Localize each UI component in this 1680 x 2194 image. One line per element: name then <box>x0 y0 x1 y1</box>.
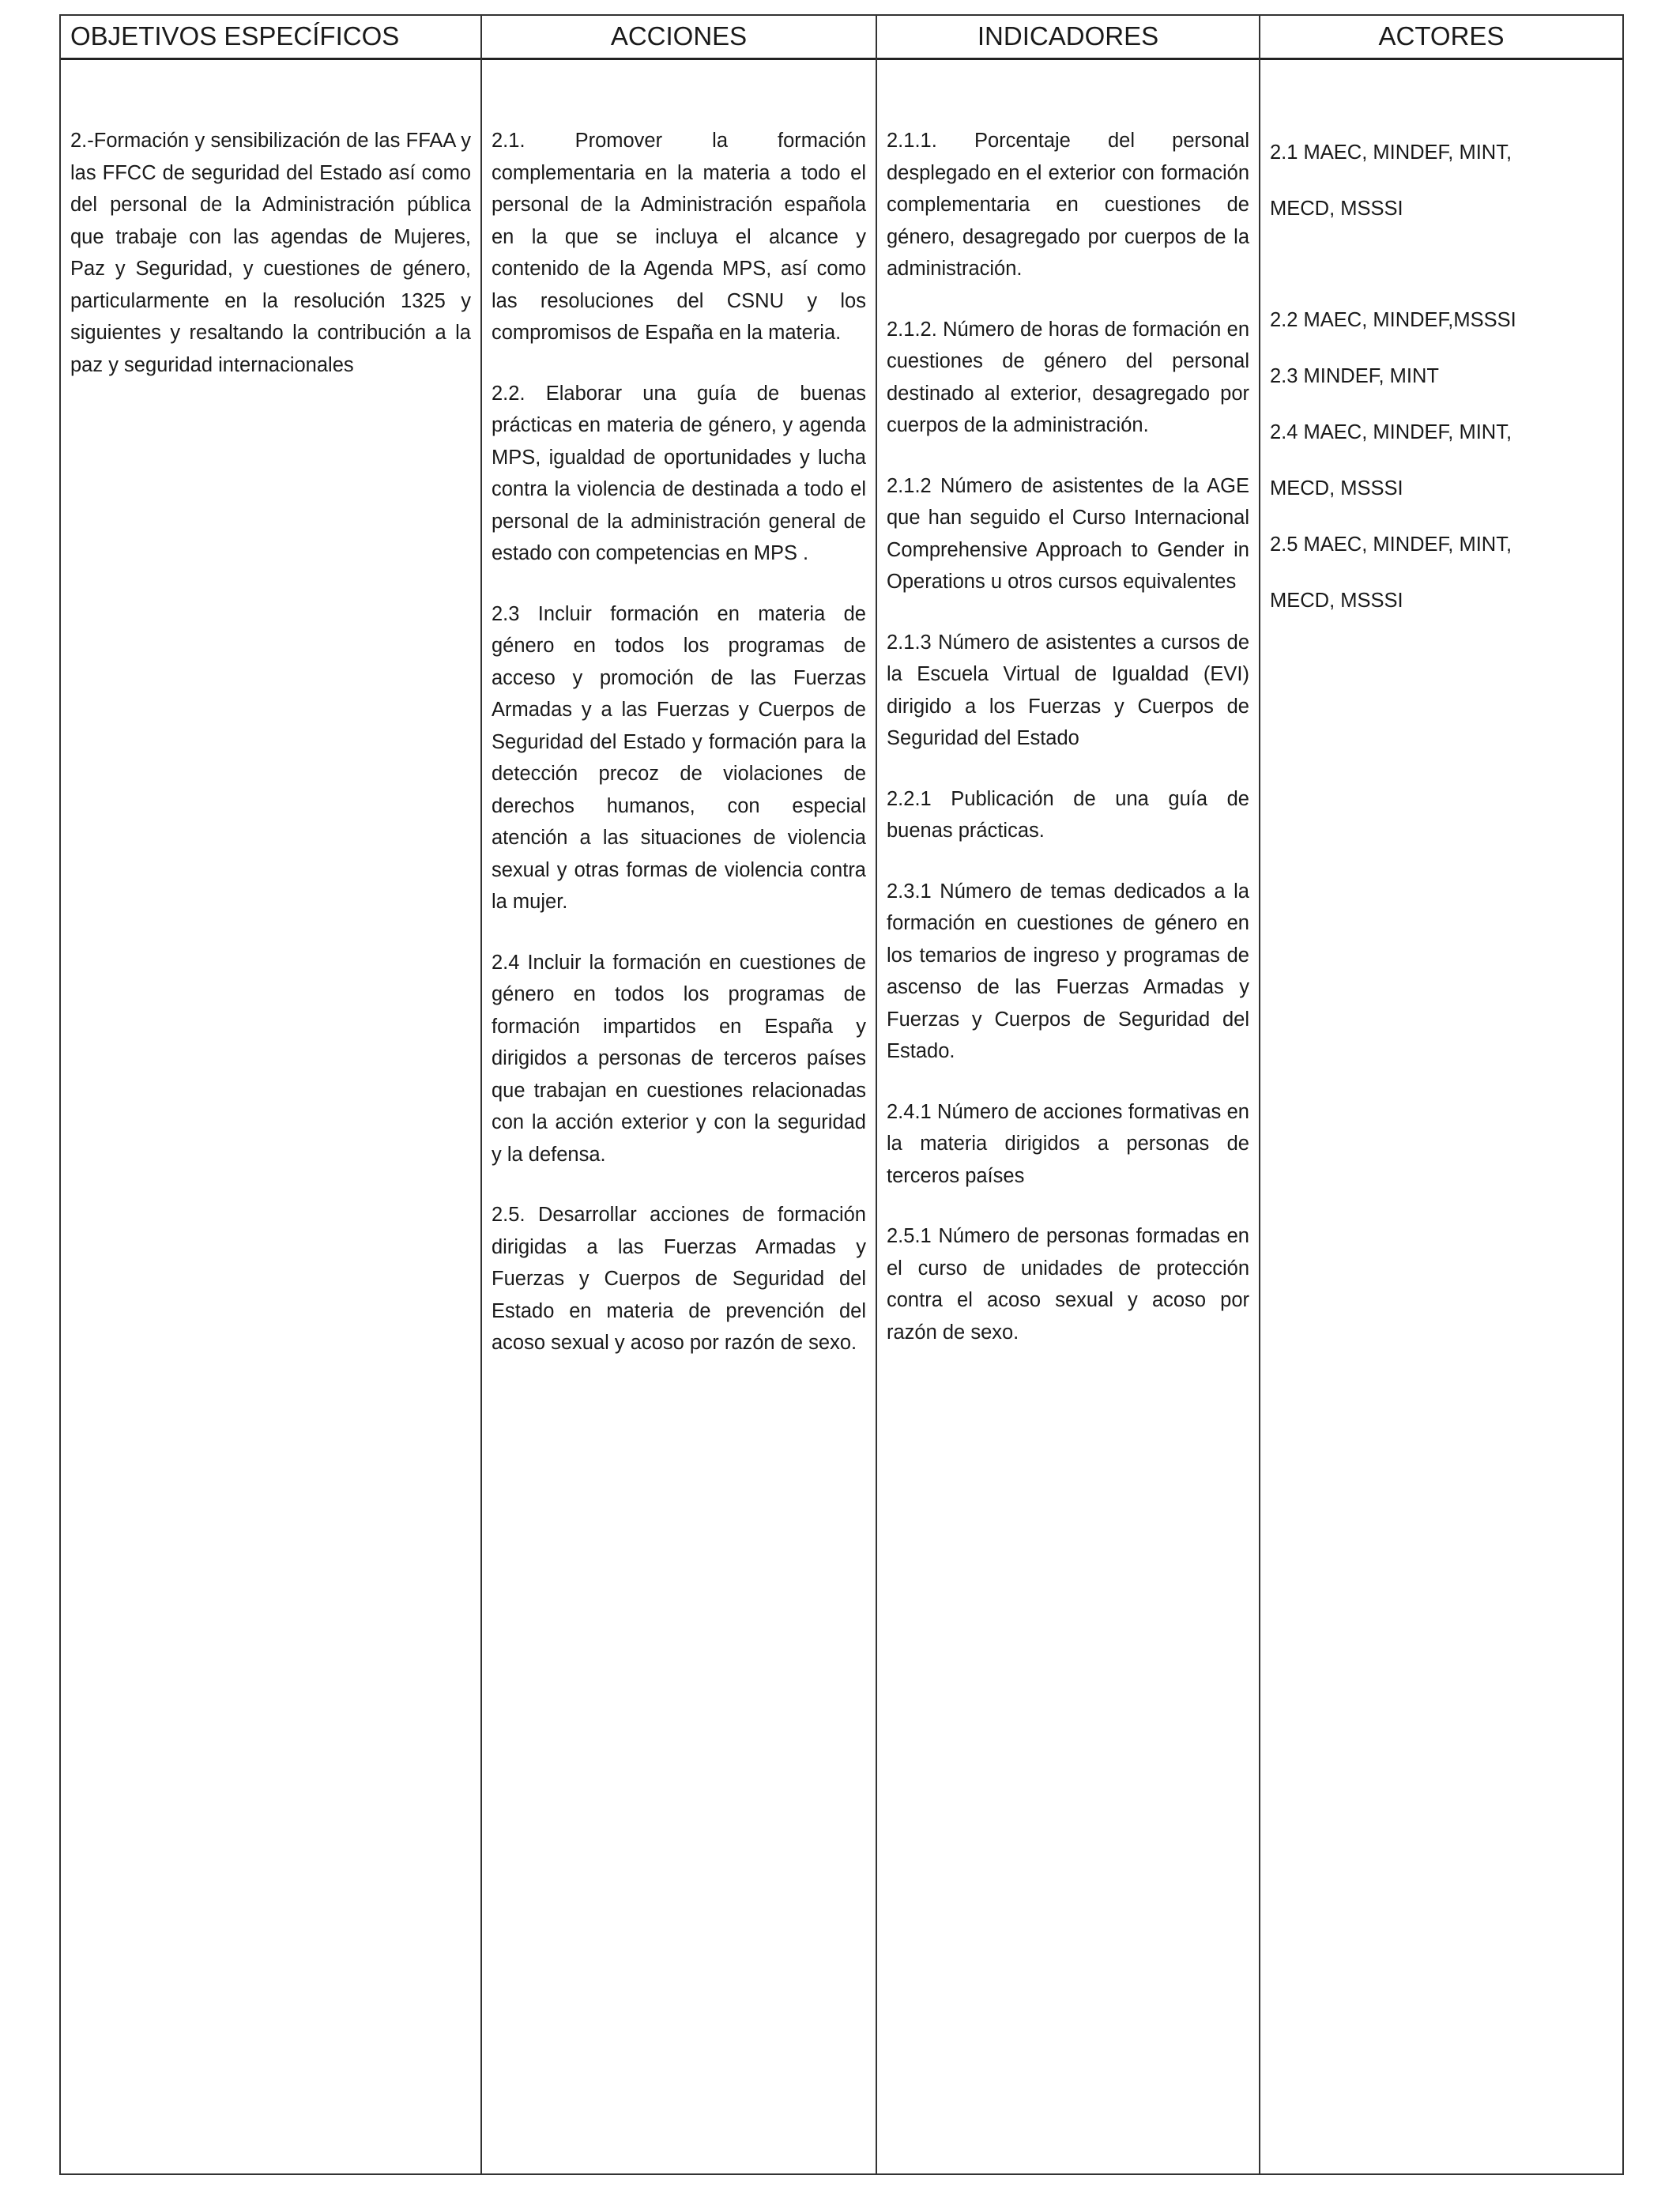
indicador-2-4-1: 2.4.1 Número de acciones formativas en la materia dirigidos a personas de terceros países <box>887 1100 1249 1187</box>
indicador-2-3-1: 2.3.1 Número de temas dedicados a la formación en cuestiones de género en los temarios de ingreso y programas de ascenso de las Fuerzas Armadas y Fuerzas y Cuerpos de Seguridad del Estado. <box>887 880 1249 1062</box>
header-actores: ACTORES <box>1260 14 1622 60</box>
actor-2-1-line2: MECD, MSSSI <box>1270 198 1403 220</box>
column-acciones <box>480 14 876 2173</box>
indicador-2-1-3: 2.1.3 Número de asistentes a cursos de la Escuela Virtual de Igualdad (EVI) dirigido a los Fuerzas y Cuerpos de Seguridad del Estado <box>887 631 1249 749</box>
actores-cell <box>1260 125 1622 629</box>
indicador-2-1-1: 2.1.1. Porcentaje del personal desplegado en el exterior con formación complementaria en cuestiones de género, desagregado por cuerpos de la administración. <box>887 130 1249 280</box>
actor-2-4-line2: MECD, MSSSI <box>1270 477 1403 499</box>
indicador-2-2-1: 2.2.1 Publicación de una guía de buenas prácticas. <box>887 787 1249 842</box>
header-acciones: ACCIONES <box>482 14 876 60</box>
indicadores-cell <box>877 125 1259 1348</box>
accion-2-4: 2.4 Incluir la formación en cuestiones de género en todos los programas de formación impartidos en España y dirigidos a personas de terceros países que trabajan en cuestiones relacionadas con la acción exterior y con la seguridad y la defensa. <box>492 951 866 1166</box>
accion-2-3: 2.3 Incluir formación en materia de género en todos los programas de acceso y promoción de las Fuerzas Armadas y a las Fuerzas y Cuerpos de Seguridad del Estado y formación para la detección precoz de violaciones de derechos humanos, con especial atención a las situaciones de violencia sexual y otras formas de violencia contra la mujer. <box>492 602 866 913</box>
column-objetivos <box>61 14 480 2173</box>
accion-2-1: 2.1. Promover la formación complementaria en la materia a todo el personal de la Administración española en la que se incluya el alcance y contenido de la Agenda MPS, así como las resoluciones del CSNU y los compromisos de España en la materia. <box>492 130 866 344</box>
actor-2-5-line2: MECD, MSSSI <box>1270 590 1403 612</box>
indicador-2-1-2-horas: 2.1.2. Número de horas de formación en cuestiones de género del personal destinado al exterior, desagregado por cuerpos de la administración. <box>887 318 1249 436</box>
column-indicadores <box>876 14 1259 2173</box>
indicador-2-5-1: 2.5.1 Número de personas formadas en el curso de unidades de protección contra el acoso sexual y acoso por razón de sexo. <box>887 1225 1249 1344</box>
actor-2-4-line1: 2.4 MAEC, MINDEF, MINT, <box>1270 421 1512 443</box>
header-indicadores: INDICADORES <box>877 14 1259 60</box>
header-objetivos: OBJETIVOS ESPECÍFICOS <box>61 14 480 60</box>
accion-2-2: 2.2. Elaborar una guía de buenas prácticas en materia de género, y agenda MPS, igualdad de oportunidades y lucha contra la violencia de destinada a todo el personal de la administración general de estado con competencias en MPS . <box>492 382 866 564</box>
objetivo-cell <box>61 125 480 381</box>
accion-2-5: 2.5. Desarrollar acciones de formación dirigidas a las Fuerzas Armadas y Fuerzas y Cuerpos de Seguridad del Estado en materia de prevención del acoso sexual y acoso por razón de sexo. <box>492 1204 866 1354</box>
spacer <box>1270 237 1613 292</box>
column-actores <box>1259 14 1622 2173</box>
objectives-table <box>59 14 1624 2175</box>
actor-2-5-line1: 2.5 MAEC, MINDEF, MINT, <box>1270 533 1512 556</box>
acciones-cell <box>482 125 876 1359</box>
actor-2-2: 2.2 MAEC, MINDEF,MSSSI <box>1270 309 1516 331</box>
indicador-2-1-2-asistentes: 2.1.2 Número de asistentes de la AGE que han seguido el Curso Internacional Comprehensive Approach to Gender in Operations u otros cursos equivalentes <box>887 474 1249 593</box>
actor-2-3: 2.3 MINDEF, MINT <box>1270 365 1439 387</box>
actor-2-1-line1: 2.1 MAEC, MINDEF, MINT, <box>1270 141 1512 164</box>
objetivo-text: 2.-Formación y sensibilización de las FFAA y las FFCC de seguridad del Estado así como del personal de la Administración pública que trabaje con las agendas de Mujeres, Paz y Seguridad, y cuestiones de género, particularmente en la resolución 1325 y siguientes y resaltando la contribución a la paz y seguridad internacionales <box>70 130 471 376</box>
